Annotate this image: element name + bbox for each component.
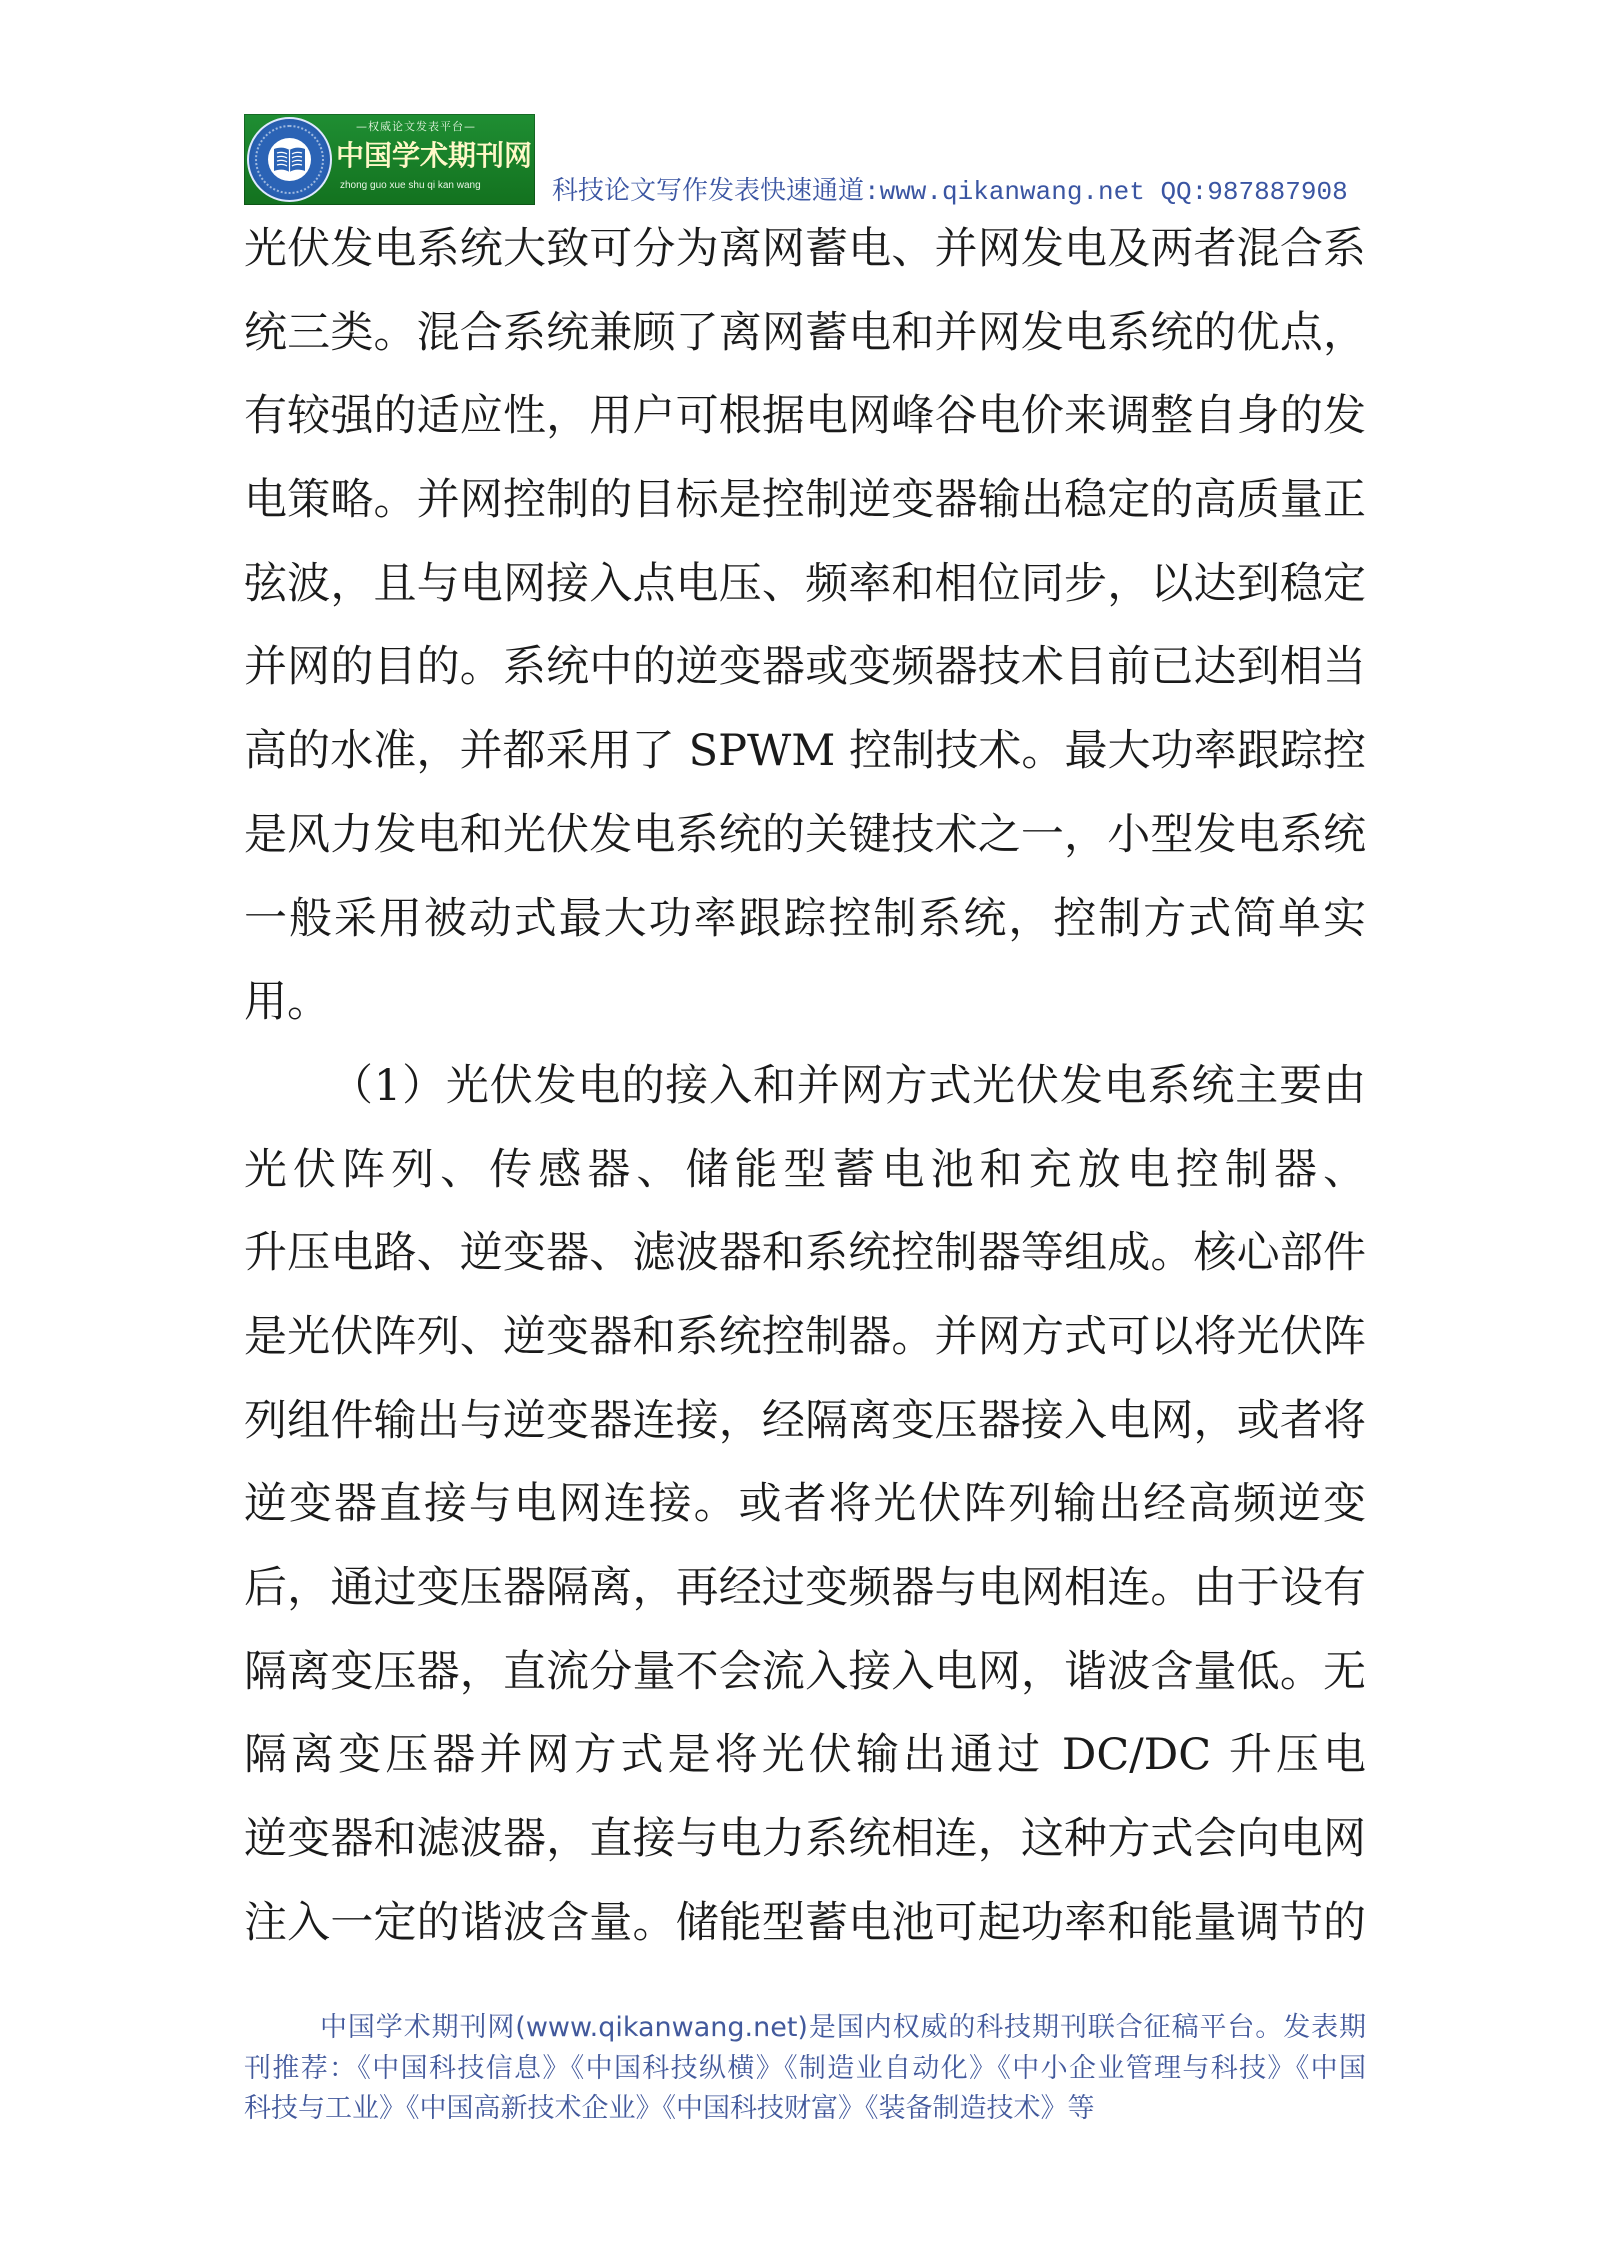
- body-line: 弦波，且与电网接入点电压、频率和相位同步，以达到稳定: [244, 558, 1366, 609]
- body-line: 升压电路、逆变器、滤波器和系统控制器等组成。核心部件: [244, 1228, 1366, 1279]
- logo-emblem: [247, 117, 332, 202]
- footer-line: 科技与工业》《中国高新技术企业》《中国科技财富》《装备制造技术》等: [244, 2093, 1095, 2124]
- body-line: 是风力发电和光伏发电系统的关键技术之一，小型发电系统: [244, 809, 1366, 860]
- book-icon: [272, 144, 307, 175]
- body-line: 隔离变压器并网方式是将光伏输出通过 DC/DC 升压电: [244, 1730, 1366, 1781]
- footer-line: 刊推荐：《中国科技信息》《中国科技纵横》《制造业自动化》《中小企业管理与科技》《中国: [244, 2052, 1366, 2084]
- body-line: 逆变器和滤波器，直接与电力系统相连，这种方式会向电网: [244, 1814, 1366, 1865]
- body-paragraph: [244, 208, 1366, 1045]
- footer-line: 中国学术期刊网(www.qikanwang.net)是国内权威的科技期刊联合征稿平台。发表期: [320, 2012, 1366, 2043]
- logo-pinyin: zhong guo xue shu qi kan wang: [340, 180, 481, 191]
- body-line: 光伏阵列、传感器、储能型蓄电池和充放电控制器、: [244, 1144, 1366, 1195]
- footer-note: [244, 2008, 1366, 2130]
- body-line: 后，通过变压器隔离，再经过变频器与电网相连。由于设有: [244, 1563, 1366, 1613]
- emblem-center: [268, 138, 311, 181]
- logo: [244, 114, 535, 205]
- body-line: 一般采用被动式最大功率跟踪控制系统，控制方式简单实: [244, 893, 1366, 944]
- logo-name: 中国学术期刊网: [336, 139, 532, 172]
- body-text: [244, 208, 1366, 1965]
- logo-tagline: —权威论文发表平台—: [356, 120, 476, 133]
- body-line: 光伏发电系统大致可分为离网蓄电、并网发电及两者混合系: [244, 224, 1366, 274]
- body-line: 电策略。并网控制的目标是控制逆变器输出稳定的高质量正: [244, 475, 1366, 526]
- body-line: 注入一定的谐波含量。储能型蓄电池可起功率和能量调节的: [244, 1897, 1366, 1948]
- body-line: 并网的目的。系统中的逆变器或变频器技术目前已达到相当: [244, 642, 1366, 693]
- body-line: 统三类。混合系统兼顾了离网蓄电和并网发电系统的优点，: [244, 307, 1366, 358]
- body-paragraph: [244, 1045, 1366, 1966]
- body-line: 有较强的适应性，用户可根据电网峰谷电价来调整自身的发: [244, 391, 1366, 442]
- body-line: 隔离变压器，直流分量不会流入接入电网，谐波含量低。无: [244, 1646, 1366, 1697]
- body-line: 列组件输出与逆变器连接，经隔离变压器接入电网，或者将: [244, 1395, 1366, 1446]
- body-line: 是光伏阵列、逆变器和系统控制器。并网方式可以将光伏阵: [244, 1311, 1366, 1362]
- body-line: （1）光伏发电的接入和并网方式光伏发电系统主要由: [330, 1060, 1366, 1111]
- header-banner-text: 科技论文写作发表快速通道:www.qikanwang.net QQ:987887908: [552, 177, 1348, 207]
- body-line: 高的水准，并都采用了 SPWM 控制技术。最大功率跟踪控: [244, 726, 1366, 777]
- body-line: 用。: [244, 977, 330, 1028]
- body-line: 逆变器直接与电网连接。或者将光伏阵列输出经高频逆变: [244, 1479, 1366, 1530]
